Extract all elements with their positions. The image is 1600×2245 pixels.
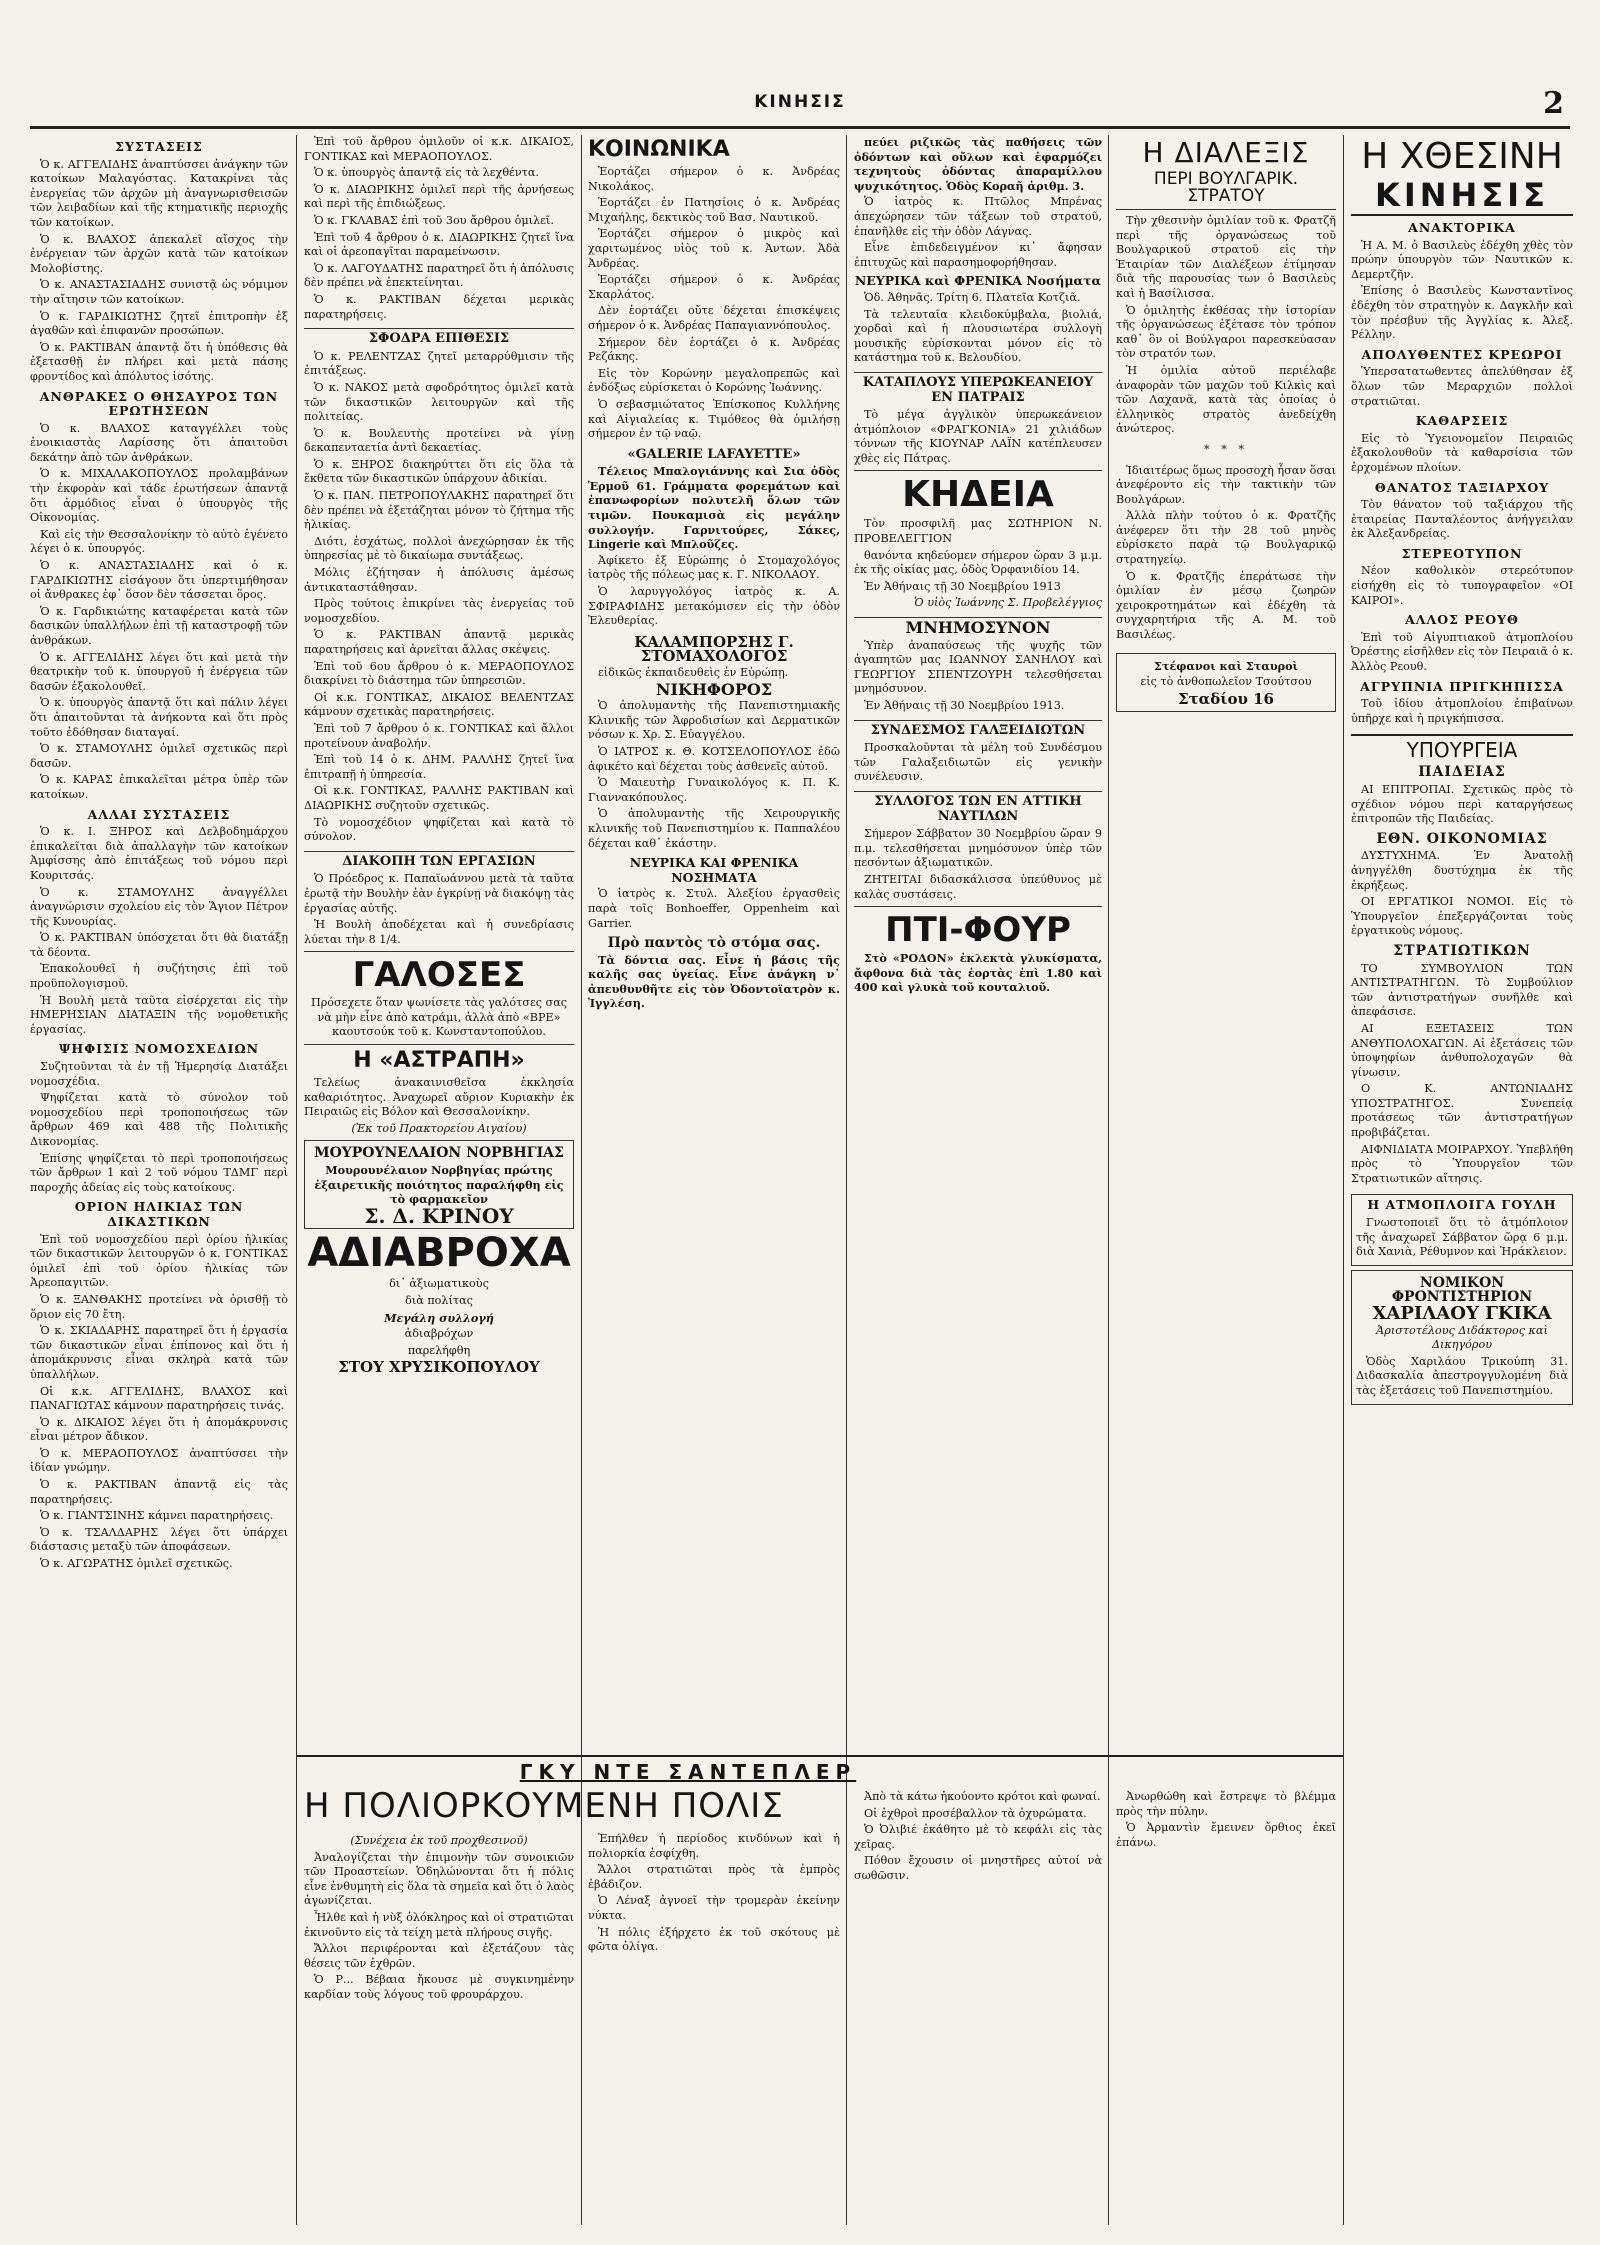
column-rule	[1108, 135, 1109, 2225]
section-heading: ΣΥΝΔΕΣΜΟΣ ΓΑΛΞΕΙΔΙΩΤΩΝ	[854, 720, 1102, 739]
section-heading: ΚΑΤΑΠΛΟΥΣ ΥΠΕΡΩΚΕΑΝΕΙΟΥ ΕΝ ΠΑΤΡΑΙΣ	[854, 372, 1102, 405]
paragraph: Ἡ ὁμιλία αὐτοῦ περιέλαβε ἀναφορὰν τῶν μαχῶν τοῦ Κιλκὶς καὶ τῶν Λαχανᾶ, κατὰ τὰς ὁποίας ὁ ἑλληνικὸς στρατὸς ἀνεδείχθη ἀνώτερος.	[1116, 363, 1336, 436]
novel-column-1	[304, 1832, 574, 2217]
ad-line: ἀδιαβρόχων	[404, 1327, 474, 1341]
ad-text: Ὁδὸς Χαριλάου Τρικούπη 31. Διδασκαλία ἀπεστρογγυλομένη διὰ τὰς ἐξετάσεις τοῦ Πανεπιστημίου.	[1356, 1354, 1568, 1397]
paragraph: Ὁ κ. ΛΑΓΟΥΔΑΤΗΣ παρατηρεῖ ὅτι ἡ ἀπόλυσις δὲν πρέπει νὰ ἐπεκτείνηται.	[304, 261, 574, 290]
section-heading: Η ΑΤΜΟΠΛΟΙΓΑ ΓΟΥΛΗ	[1367, 1197, 1557, 1213]
column-rule	[1343, 135, 1344, 2225]
ad-line: εἰς τὸ ἀνθοπωλεῖον Τσούτσου	[1140, 675, 1312, 689]
paragraph: Ὁ κ. ΡΕΛΕΝΤΖΑΣ ζητεῖ μεταρρύθμισιν τῆς ἐπιτάξεως.	[304, 349, 574, 378]
ad-title: ΝΕΥΡΙΚΑ ΚΑΙ ΦΡΕΝΙΚΑ ΝΟΣΗΜΑΤΑ	[629, 855, 799, 885]
section-heading: ΣΦΟΔΡΑ ΕΠΙΘΕΣΙΣ	[304, 328, 574, 347]
paragraph: Ἀναλογίζεται τὴν ἐπιμονὴν τῶν συνοικιῶν τῶν Προαστείων. Ὁδηλώνονται ὅτι ἡ πόλις εἶνε ἐνθυμητὴ εἰς ὅλα τὰ σημεῖα καὶ ὅτι ὁ λαὸς ἀγωνίζεται.	[304, 1850, 574, 1908]
ad-text: Ὁ ἀπολυμαντὴς τῆς Πανεπιστημιακῆς Κλινικῆς τῶν Ἀφροδισίων καὶ Δερματικῶν νόσων κ. Χρ. Σ. Εὐαγγέλου.	[588, 699, 840, 742]
paragraph: Ὁ κ. ΑΓΓΕΛΙΔΗΣ λέγει ὅτι καὶ μετὰ τὴν θεατρικὴν τοῦ κ. ὑπουργοῦ ἡ ἐνέργεια τῶν δασῶν ἐξακολουθεῖ.	[30, 650, 288, 693]
section-heading: ΠΑΙΔΕΙΑΣ	[1418, 764, 1506, 781]
column-1	[30, 135, 288, 2215]
paragraph: Ὑπερσατατωθεντες ἀπελύθησαν ἐξ ὅλων τῶν Μεραρχιῶν πολλοὶ στρατιῶται.	[1351, 365, 1573, 408]
ad-title: «GALERIE LAFAYETTE»	[627, 446, 801, 462]
column-rule	[581, 135, 582, 2225]
ad-text: Τελείως ἀνακαινισθεῖσα ἐκκλησία καθαριότητος. Ἀναχωρεῖ αὔριον Κυριακὴν ἐκ Πειραιῶς εἰς Βόλον καὶ Θεσσαλονίκην.	[304, 1076, 574, 1119]
paragraph: Ὁ Ὀλιβιέ ἐκάθητο μὲ τὸ κεφάλι εἰς τὰς χεῖρας.	[854, 1823, 1102, 1851]
obituary-title: ΚΗΔΕΙΑ	[854, 470, 1102, 513]
article-subtitle: ΚΙΝΗΣΙΣ	[1351, 179, 1573, 216]
paragraph: Ὁ κ. ΒΛΑΧΟΣ ἀπεκαλεῖ αἴσχος τὴν ἐνέργειαν τῶν ἀρχῶν κατὰ τῶν κατοίκων Μολοβίστης.	[30, 232, 288, 275]
paragraph: Ἀπὸ τὰ κάτω ἠκούοντο κρότοι καὶ φωναί.	[864, 1790, 1101, 1803]
novel-title: Η ΠΟΛΙΟΡΚΟΥΜΕΝΗ ΠΟΛΙΣ	[304, 1786, 784, 1826]
section-heading: ΣΤΕΡΕΟΤΥΠΟΝ	[1401, 545, 1523, 561]
section-heading: ΜΝΗΜΟΣΥΝΟΝ	[854, 617, 1102, 636]
ad-title: ΑΔΙΑΒΡΟΧΑ	[307, 1230, 571, 1277]
section-heading: ΣΤΡΑΤΙΩΤΙΚΩΝ	[1393, 942, 1531, 959]
novel-note: (Συνέχεια ἐκ τοῦ προχθεσινοῦ)	[350, 1834, 528, 1847]
column-3	[588, 135, 840, 1750]
paragraph: Συζητοῦνται τὰ ἐν τῇ Ἡμερησίᾳ Διατάξει νομοσχέδια.	[30, 1060, 288, 1088]
paragraph: Ὁ κ. ΤΣΑΛΔΑΡΗΣ λέγει ὅτι ὑπάρχει διάστασις μεταξὺ τῶν ἀποφάσεων.	[30, 1525, 288, 1554]
paragraph: Ἡ πόλις ἐξήρχετο ἐκ τοῦ σκότους μὲ φῶτα ὀλίγα.	[588, 1925, 840, 1954]
ad-title: ΠΤΙ-ΦΟΥΡ	[854, 906, 1102, 947]
newspaper-page	[8, 0, 1592, 2245]
paragraph: Ἀλλὰ πλὴν τούτου ὁ κ. Φρατζῆς ἀνέφερεν ὅτι τὴν 28 τοῦ μηνὸς εὑρίσκετο παρὰ τῷ Βουλγαρικῷ στρατηγείῳ.	[1116, 509, 1336, 567]
paragraph: Δὲν ἑορτάζει οὔτε δέχεται ἐπισκέψεις σήμερον ὁ κ. Ἀνδρέας Παπαγιαννόπουλος.	[588, 304, 840, 332]
section-heading: ΟΡΙΟΝ ΗΛΙΚΙΑΣ ΤΩΝ ΔΙΚΑΣΤΙΚΩΝ	[74, 1199, 244, 1229]
paragraph: ΑΙ ΕΠΙΤΡΟΠΑΙ. Σχετικῶς πρὸς τὸ σχέδιον νόμου περὶ καταργήσεως ἐπιτροπῶν τῆς Παιδείας.	[1351, 783, 1573, 826]
paragraph: Τὸν θάνατον τοῦ ταξιάρχου τῆς ἑταιρείας Πανταλέοντος ἀνήγγειλαν ἐκ Ἀλεξανδρείας.	[1351, 498, 1573, 541]
paragraph: Ἄλλοι περιφέρονται καὶ ἐξετάζουν τὰς θέσεις τῶν ἐχθρῶν.	[304, 1942, 574, 1970]
article-title: Η ΔΙΑΛΕΞΙΣ	[1142, 136, 1310, 169]
paragraph: Ἦλθε καὶ ἡ νὺξ ὁλόκληρος καὶ οἱ στρατιῶται ἐκινοῦντο εἰς τὰ τείχη μετὰ πλήρους σιγῆς.	[304, 1910, 574, 1939]
paragraph: Ὁ κ. ΠΑΝ. ΠΕΤΡΟΠΟΥΛΑΚΗΣ παρατηρεῖ ὅτι δὲν πρέπει νὰ ἐξετάζηται μόνον τὸ ζήτημα τῆς ἡλικίας.	[304, 489, 574, 532]
paragraph: Ὁ κ. ΣΚΙΑΔΑΡΗΣ παρατηρεῖ ὅτι ἡ ἐργασία τῶν δικαστικῶν εἶναι ἐπίπονος καὶ ὅτι ἡ ἀπομάκρυνσις εἶναι σκληρὰ κατὰ τῶν ὑπαλλήλων.	[30, 1324, 288, 1381]
ad-text: Πρόσεχετε ὅταν ψωνίσετε τὰς γαλότσες σας νὰ μὴν εἶνε ἀπὸ κατράμι, ἀλλὰ ἀπὸ «ΒΡΕ» καουτσούκ τοῦ κ. Κωνσταντοπούλου.	[310, 996, 568, 1039]
paragraph: Ὁ ἰατρὸς κ. Πτῶλος Μπρένας ἀπεχώρησεν τῶν τάξεων τοῦ στρατοῦ, ἐπανῆλθε εἰς τὴν ὁδὸν Λάγνας.	[854, 195, 1102, 238]
paragraph: Ὁ κ. ΓΙΑΝΤΣΙΝΗΣ κάμνει παρατηρήσεις.	[40, 1509, 274, 1523]
ad-sub: Ἀριστοτέλους Διδάκτορος καὶ Δικηγόρου	[1376, 1323, 1548, 1352]
paragraph: Ἐπὶ τοῦ ἄρθρου ὁμιλοῦν οἱ κ.κ. ΔΙΚΑΙΟΣ, ΓΟΝΤΙΚΑΣ καὶ ΜΕΡΑΟΠΟΥΛΟΣ.	[304, 135, 574, 163]
ad-text: Τέλειος Μπαλογιάννης καὶ Σια ὁδὸς Ἑρμοῦ 61. Γράμματα φορεμάτων καὶ ἐπανωφορίων πολυτελῆ ὅλων τῶν τιμῶν. Πουκαμισὰ εἰς μεγάλην συλλογήν. Γαρνιτούρες, Σάκες, Lingerie καὶ Μπλοῦζες.	[588, 464, 840, 552]
paragraph: Ὁ κ. ΝΑΚΟΣ μετὰ σφοδρότητος ὁμιλεῖ κατὰ τῶν δικαστικῶν λειτουργῶν καὶ τῆς πολιτείας.	[304, 380, 574, 424]
paragraph: Ἐπὶ τοῦ 14 ὁ κ. ΔΗΜ. ΡΑΛΛΗΣ ζητεῖ ἵνα ἐπιτραπῇ ἡ ὑπηρεσία.	[304, 753, 574, 781]
paragraph: Πρὸς τούτοις ἐπικρίνει τὰς ἐνεργείας τοῦ νομοσχεδίου.	[304, 597, 574, 625]
paragraph: Ἑορτάζει σήμερον ὁ μικρὸς καὶ χαριτωμένος υἱὸς τοῦ κ. Ἀντων. Ἀδὰ Ἀνδρέας.	[588, 227, 840, 270]
section-heading: ΚΟΙΝΩΝΙΚΑ	[588, 137, 730, 162]
paragraph: Ὁ Ρ... Βέβαια ἤκουσε μὲ συγκινημένην καρδίαν τοὺς λόγους τοῦ φρουράρχου.	[304, 1973, 574, 2001]
paragraph: Ἐν Ἀθήναις τῇ 30 Νοεμβρίου 1913.	[864, 699, 1065, 712]
ad-text: Τὰ δόντια σας. Εἶνε ἡ βάσις τῆς καλῆς σας ὑγείας. Εἶνε ἀνάγκη ν᾽ ἀπευθυνθῆτε εἰς τὸν Ὀδοντοϊατρὸν κ. Ἰγγλέση.	[588, 952, 840, 1011]
ad-title: ΝΟΜΙΚΟΝ ΦΡΟΝΤΙΣΤΗΡΙΟΝ	[1391, 1274, 1533, 1306]
paragraph: Οἱ κ.κ. ΑΓΓΕΛΙΔΗΣ, ΒΛΑΧΟΣ καὶ ΠΑΝΑΓΙΩΤΑΣ κάμνουν παρατηρήσεις τινάς.	[30, 1384, 288, 1413]
section-heading: ΨΗΦΙΣΙΣ ΝΟΜΟΣΧΕΔΙΩΝ	[58, 1041, 260, 1057]
paragraph: Εἶνε ἐπιδεδειγμένον κι᾽ ἄφησαν ἐπιτυχῶς καὶ παρασημοφορήθησαν.	[854, 241, 1102, 269]
paragraph: ΑΙΦΝΙΔΙΑΤΑ ΜΟΙΡΑΡΧΟΥ. Ὑπεβλήθη πρὸς τὸ Ὑπουργεῖον τῶν Στρατιωτικῶν αἴτησις.	[1351, 1142, 1573, 1185]
paragraph: Ὁ κ. ΡΑΚΤΙΒΑΝ ἀπαντᾷ ὅτι ἡ ὑπόθεσις θὰ ἐξετασθῇ ἐν πλήρει καὶ μετὰ πάσης φροντίδος καὶ ἀπόλυτος ἰσότης.	[30, 340, 288, 383]
page-number: 2	[1543, 86, 1564, 121]
paragraph: Ὁ κ. ὑπουργὸς ἀπαντᾷ ὅτι καὶ πάλιν λέγει ὅτι ἀπαιτοῦνται τὰ ἀνήκοντα καὶ ὅτι πρὸς τοῦτο ἐδόθησαν διαταγαί.	[30, 696, 288, 739]
paragraph: Γνωστοποιεῖ ὅτι τὸ ἀτμόπλοιον τῆς ἀναχωρεῖ Σάββατον ὥρᾳ 6 μ.μ. διὰ Χανιὰ, Ρέθυμνον καὶ Ἡράκλειον.	[1356, 1216, 1568, 1259]
paragraph: Ὁ ὁμιλητὴς ἐκθέσας τὴν ἱστορίαν τῆς ὀργανώσεως ἐξέτασε τὸν τρόπον καθ᾽ ὃν οἱ Βούλγαροι παρεσκεύασαν τὸν στρατόν των.	[1116, 303, 1336, 361]
ad-line: Στέφανοι καὶ Σταυροὶ	[1154, 658, 1298, 673]
novel-column-2	[588, 1832, 840, 2217]
section-heading: ΑΛΛΑΙ ΣΥΣΤΑΣΕΙΣ	[87, 806, 231, 822]
section-heading: ΕΘΝ. ΟΙΚΟΝΟΜΙΑΣ	[1376, 830, 1548, 847]
paragraph: Ἀνωρθώθη καὶ ἔστρεψε τὸ βλέμμα πρὸς τὴν πύλην.	[1116, 1790, 1336, 1818]
ad-title: Η «ΑΣΤΡΑΠΗ»	[304, 1044, 574, 1072]
paragraph: Ἐπὶ τοῦ 7 ἄρθρου ὁ κ. ΓΟΝΤΙΚΑΣ καὶ ἄλλοι προτείνουν ἀναβολήν.	[304, 721, 574, 750]
ad-box	[1351, 1270, 1573, 1405]
paragraph: Ὁ κ. ΡΑΚΤΙΒΑΝ ὑπόσχεται ὅτι θὰ διατάξῃ τὰ δέοντα.	[30, 931, 288, 959]
paragraph: Ὁ κ. ΒΛΑΧΟΣ καταγγέλλει τοὺς ἐνοικιαστὰς Λαρίσσης ὅτι ἀπαιτοῦσι δεκάτην ἀπὸ τῶν ἀνθράκων.	[30, 421, 288, 464]
paragraph: Τὴν χθεσινὴν ὁμιλίαν τοῦ κ. Φρατζῆ περὶ τῆς ὀργανώσεως τοῦ Βουλγαρικοῦ στρατοῦ εἰς τὴν Ἑταιρίαν τῶν Διαλέξεων ἐτίμησαν διὰ τῆς παρουσίας των ὁ Βασιλεὺς καὶ ἡ Βασίλισσα.	[1116, 214, 1336, 300]
paragraph: Ἐπὶ τοῦ 4 ἄρθρου ὁ κ. ΔΙΑΩΡΙΚΗΣ ζητεῖ ἵνα καὶ οἱ ἀρεοπαγῖται παραμείνωσιν.	[304, 230, 574, 259]
ad-line: δι᾽ ἀξιωματικοὺς	[389, 1277, 489, 1291]
paragraph: Ὁ κ. ΞΗΡΟΣ διακηρύττει ὅτι εἰς ὅλα τὰ ἔκθετα τῶν δικαστικῶν ὑπάρχουν ἀδικίαι.	[304, 457, 574, 486]
paragraph: Πόθον ἔχουσιν οἱ μνηστῆρες αὐτοί νὰ σωθῶσιν.	[854, 1854, 1102, 1882]
ad-box	[1116, 653, 1336, 713]
paragraph: Ὁ κ. Γαρδικιώτης καταφέρεται κατὰ τῶν δασικῶν ὑπαλλήλων ἐπὶ τῇ καταστροφῇ τῶν ἀνθράκων.	[30, 604, 288, 647]
ad-text: Ὁδ. Ἀθηνᾶς. Τρίτη 6. Πλατεῖα Κοτζιᾶ.	[864, 290, 1081, 304]
paragraph: Ἐπὶ τοῦ νομοσχεδίου περὶ ὁρίου ἡλικίας τῶν δικαστικῶν λειτουργῶν ὁ κ. ΓΟΝΤΙΚΑΣ ὁμιλεῖ ἐπὶ τοῦ ὁρίου ἡλικίας τῶν Ἀρεοπαγιτῶν.	[30, 1232, 288, 1290]
section-heading: ΑΠΟΛΥΘΕΝΤΕΣ ΚΡΕΩΡΟΙ	[1361, 346, 1563, 362]
ad-title: Πρὸ παντὸς τὸ στόμα σας.	[607, 935, 821, 952]
paragraph: Οἱ κ.κ. ΓΟΝΤΙΚΑΣ, ΡΑΛΛΗΣ ΡΑΚΤΙΒΑΝ καὶ ΔΙΑΩΡΙΚΗΣ συζητοῦν σχετικῶς.	[304, 784, 574, 812]
paragraph: Ὁ κ. ΓΑΡΔΙΚΙΩΤΗΣ ζητεῖ ἐπιτροπὴν ἐξ ἀγαθῶν καὶ ἐπιφανῶν προσώπων.	[30, 309, 288, 338]
paragraph: Τὸ νομοσχέδιον ψηφίζεται καὶ κατὰ τὸ σύνολον.	[304, 815, 574, 844]
section-heading: ΣΥΣΤΑΣΕΙΣ	[115, 139, 203, 154]
paragraph: Ὁ σεβασμιώτατος Ἐπίσκοπος Κυλλήνης καὶ Αἰγιαλείας κ. Τιμόθεος θὰ ὁμιλήσῃ σήμερον ἐν τῷ ναῷ.	[588, 397, 840, 441]
ad-note: (Ἐκ τοῦ Πρακτορείου Αιγαίου)	[351, 1121, 527, 1135]
paragraph: Ἐπίσης ψηφίζεται τὸ περὶ τροποποιήσεως τῶν ἄρθρων 1 καὶ 2 τοῦ νόμου ΤΔΜΓ περὶ παροχῆς ἀδείας εἰς τοὺς κατοίκους.	[30, 1151, 288, 1194]
paragraph: Ἡ Βουλὴ μετὰ ταῦτα εἰσέρχεται εἰς τὴν ΗΜΕΡΗΣΙΑΝ ΔΙΑΤΑΞΙΝ τῆς νομοθετικῆς ἐργασίας.	[30, 993, 288, 1036]
signature: Ὁ υἱὸς Ἰωάννης Σ. Προβελέγγιος	[914, 596, 1102, 610]
column-4	[854, 135, 1102, 1750]
paragraph: Ὑπὲρ ἀναπαύσεως τῆς ψυχῆς τῶν ἀγαπητῶν μας ΙΩΑΝΝΟΥ ΣΑΝΗΛΟΥ καὶ ΓΕΩΡΓΙΟΥ ΣΠΕΝΤΖΟΥΡΗ τελεσθήσεται μνημόσυνον.	[854, 638, 1102, 696]
paragraph: θανόντα κηδεύομεν σήμερον ὥραν 3 μ.μ. ἐκ τῆς οἰκίας μας, ὁδὸς Ὀρφανιδίου 14.	[854, 548, 1102, 577]
paragraph: Τοῦ ἰδίου ἀτμοπλοίου ἐπιβαίνων ὑπῆρχε καὶ ἡ πριγκήπισσα.	[1351, 697, 1573, 725]
novel-column-4	[1116, 1790, 1336, 2217]
ad-line: Σταδίου 16	[1177, 689, 1274, 708]
paragraph: Ὁ κ. ΡΑΚΤΙΒΑΝ ἀπαντᾷ εἰς τὰς παρατηρήσεις.	[30, 1478, 288, 1506]
column-rule	[846, 135, 847, 2225]
paragraph: Ὁ κ. ΑΓΓΕΛΙΔΗΣ ἀναπτύσσει ἀνάγκην τῶν κατοίκων Μαλαγόστας. Κατακρίνει τὰς ἐνεργείας τῶν ἀρχῶν μὴ ἀναγνωρισθεισῶν τῶν λειβαδίων καὶ τῆς κτηματικῆς περιοχῆς τῶν κατοίκων.	[30, 157, 288, 229]
paragraph: Ἀφίκετο ἐξ Εὐρώπης ὁ Στομαχολόγος ἰατρὸς τῆς πόλεως μας κ. Γ. ΝΙΚΟΛΑΟΥ.	[588, 553, 840, 582]
section-heading: ΑΝΘΡΑΚΕΣ Ο ΘΗΣΑΥΡΟΣ ΤΩΝ ΕΡΩΤΗΣΕΩΝ	[39, 388, 279, 419]
paragraph: Ὁ ΙΑΤΡΟΣ κ. Θ. ΚΟΤΣΕΛΟΠΟΥΛΟΣ ἐδῶ ἀφικέτο καὶ δέχεται τοὺς ἀσθενεῖς αὐτοῦ.	[588, 744, 840, 773]
paragraph: Ὁ κ. ΓΚΛΑΒΑΣ ἐπὶ τοῦ 3ου ἄρθρου ὁμιλεῖ.	[314, 213, 554, 227]
paragraph: Τὸν προσφιλῆ μας ΣΩΤΗΡΙΟΝ Ν. ΠΡΟΒΕΛΕΓΓΙΟΝ	[854, 517, 1102, 546]
paragraph: Μόλις ἐζήτησαν ἡ ἀπόλυσις ἀμέσως ἀντικαταστάθησαν.	[304, 566, 574, 594]
section-heading: ΑΓΡΥΠΝΙΑ ΠΡΙΓΚΗΠΙΣΣΑ	[1360, 678, 1564, 694]
paragraph: Τὸ μέγα ἀγγλικὸν ὑπερωκεάνειον ἀτμόπλοιον «ΦΡΑΓΚΟΝΙΑ» 21 χιλιάδων τόννων τῆς ΚΙΟΥΝΑΡ ΛΑΪΝ κατέπλευσεν χθὲς εἰς Πάτρας.	[854, 408, 1102, 465]
section-heading: ΚΑΘΑΡΣΕΙΣ	[1415, 413, 1509, 429]
paragraph: Ἡ Α. Μ. ὁ Βασιλεὺς ἐδέχθη χθὲς τὸν πρώην ὑπουργὸν τῶν Ναυτικῶν κ. Δεμερτζῆν.	[1351, 238, 1573, 281]
ad-title: ΝΙΚΗΦΟΡΟΣ	[655, 679, 773, 699]
paragraph: Ὁ λαρυγγολόγος ἰατρὸς κ. Α. ΣΦΙΡΑΦΙΔΗΣ μετακόμισεν εἰς τὴν ὁδὸν Ἐλευθερίας.	[588, 585, 840, 628]
paragraph: Ὁ κ. ΑΓΩΡΑΤΗΣ ὁμιλεῖ σχετικῶς.	[40, 1557, 233, 1571]
column-6	[1351, 135, 1573, 2215]
section-heading: ΑΝΑΚΤΟΡΙΚΑ	[1408, 220, 1516, 235]
paragraph: Ἐπίσης ὁ Βασιλεὺς Κωνσταντῖνος ἐδέχθη τὸν στρατηγὸν κ. Δαγκλῆν καὶ τὸν πρέσβυν τῆς Ἀγγλίας κ. Ἀλεξ. Ρέλλην.	[1351, 284, 1573, 342]
paragraph: Νέον καθολικὸν στερεότυπον εἰσήχθη εἰς τὸ τυπογραφεῖον «ΟΙ ΚΑΙΡΟΙ».	[1351, 564, 1573, 607]
paragraph: Ὁ κ. ΣΤΑΜΟΥΛΗΣ ἀναγγέλλει ἀναγνώρισιν σχολείου εἰς τὸν Ἅγιον Πέτρον τῆς Κυνουρίας.	[30, 885, 288, 928]
paragraph: Ἐν Ἀθήναις τῇ 30 Νοεμβρίου 1913	[864, 579, 1061, 593]
paragraph: Σήμερον δὲν ἑορτάζει ὁ κ. Ἀνδρέας Ρεζάκης.	[588, 335, 840, 364]
paragraph: Ἐπακολουθεῖ ἡ συζήτησις ἐπὶ τοῦ προϋπολογισμοῦ.	[30, 962, 288, 991]
paragraph: Ἐπὶ τοῦ Αἰγυπτιακοῦ ἀτμοπλοίου Ὀρέστης εἰσῆλθεν εἰς τὸν Πειραιᾶ ὁ κ. Ἀλλὸς Ρεουθ.	[1351, 630, 1573, 674]
notice-box	[1351, 1194, 1573, 1265]
paragraph: ΤΟ ΣΥΜΒΟΥΛΙΟΝ ΤΩΝ ΑΝΤΙΣΤΡΑΤΗΓΩΝ. Τὸ Συμβούλιον τῶν ἀντιστρατήγων συνῆλθε καὶ ἀπεφάσισε.	[1351, 961, 1573, 1019]
paragraph: ΟΙ ΕΡΓΑΤΙΚΟΙ ΝΟΜΟΙ. Εἰς τὸ Ὑπουργεῖον ἐπεξεργάζονται τοὺς ἐργατικοὺς νόμους.	[1351, 895, 1573, 938]
ad-title: ΜΟΥΡΟΥΝΕΛΑΙΟΝ ΝΟΡΒΗΓΙΑΣ	[314, 1145, 564, 1162]
column-2	[304, 135, 574, 1750]
section-heading: ΣΥΛΛΟΓΟΣ ΤΩΝ ΕΝ ΑΤΤΙΚΗ ΝΑΥΤΙΛΩΝ	[854, 791, 1102, 824]
paragraph: Ὁ κ. Φρατζῆς ἐπεράτωσε τὴν ὁμιλίαν ἐν μέσῳ ζωηρῶν χειροκροτημάτων καὶ ἐδέχθη τὰ συγχαρητήρια τῆς Α. Μ. τοῦ Βασιλέως.	[1116, 569, 1336, 642]
article-subtitle: ΠΕΡΙ ΒΟΥΛΓΑΡΙΚ. ΣΤΡΑΤΟΥ	[1116, 171, 1336, 210]
paragraph: Ὁ κ. Βουλευτὴς προτείνει νὰ γίνῃ δεκαπενταετία ἀντὶ δεκαετίας.	[304, 426, 574, 455]
paragraph: ΔΥΣΤΥΧΗΜΑ. Ἐν Ἀνατολῇ ἀνηγγέλθη δυστύχημα ἐκ τῆς ἐκρήξεως.	[1351, 849, 1573, 892]
ad-text: Στὸ «ΡΟΔΟΝ» ἐκλεκτὰ γλυκίσματα, ἄφθονα διὰ τὰς ἑορτὰς ἐπὶ 1.80 καὶ 400 καὶ γλυκὰ τοῦ κουταλιοῦ.	[854, 951, 1102, 995]
paragraph: Ψηφίζεται κατὰ τὸ σύνολον τοῦ νομοσχεδίου περὶ τροποποιήσεως τῶν ἄρθρων 469 καὶ 488 τῆς Πολιτικῆς Δικονομίας.	[30, 1091, 288, 1148]
ad-title: ΓΑΛΟΣΕΣ	[304, 951, 574, 992]
paragraph: Διότι, ἐσχάτως, πολλοὶ ἀνεχώρησαν ἐκ τῆς ὑπηρεσίας μὲ τὸ δικαίωμα συντάξεως.	[304, 534, 574, 563]
paragraph: Ἐπὶ τοῦ 6ου ἄρθρου ὁ κ. ΜΕΡΑΟΠΟΥΛΟΣ διακρίνει τὸ διάστημα τῶν ὑπηρεσιῶν.	[304, 659, 574, 688]
paragraph: Ὁ κ. ΔΙΚΑΙΟΣ λέγει ὅτι ἡ ἀπομάκρυνσις εἶναι μέτρον ἄδικον.	[30, 1415, 288, 1444]
paragraph: Ἰδιαιτέρως ὅμως προσοχὴ ἦσαν ὅσαι ἀνεφέροντο εἰς τὴν τακτικὴν τῶν Βουλγάρων.	[1116, 463, 1336, 506]
paragraph: Εἰς τὸν Κορώνην μεγαλοπρεπῶς καὶ ἐνδόξως εὑρίσκεται ὁ Κορώνης Ἰωάννης.	[588, 366, 840, 395]
separator-stars: * * *	[1204, 442, 1248, 456]
paragraph: Ὁ κ. ΜΙΧΑΛΑΚΟΠΟΥΛΟΣ προλαμβάνων τὴν ἐκφορὰν καὶ τάδε ἐρωτήσεων ἀπαντᾷ ὅτι ἀρμόδιος εἶναι ὁ ὑπουργὸς τῆς Οἰκονομίας.	[30, 467, 288, 525]
ad-line: ΣΤΟΥ ΧΡΥΣΙΚΟΠΟΥΛΟΥ	[338, 1358, 540, 1377]
paragraph: Ἑορτάζει σήμερον ὁ κ. Ἀνδρέας Νικολάκος.	[588, 165, 840, 193]
paragraph: Ἑορτάζει ἐν Πατησίοις ὁ κ. Ἀνδρέας Μιχαήλης, δεκτικὸς τοῦ Βασ. Ναυτικοῦ.	[588, 196, 840, 224]
paragraph: Ὁ κ. ΡΑΚΤΙΒΑΝ ἀπαντᾷ μερικὰς παρατηρήσεις καὶ ἀρνεῖται ἄλλας σκέψεις.	[304, 628, 574, 656]
paragraph: Ὁ κ. ΞΑΝΘΑΚΗΣ προτείνει νὰ ὁρισθῇ τὸ ὅριον εἰς 70 ἔτη.	[30, 1292, 288, 1321]
ad-line: διὰ πολίτας	[405, 1294, 473, 1307]
ad-text: Μουρουνέλαιον Νορβηγίας πρώτης ἐξαιρετικῆς ποιότητος παραλήφθη εἰς τὸ φαρμακεῖον	[314, 1163, 564, 1207]
paragraph: Τὰ τελευταῖα κλειδοκύμβαλα, βιολιά, χορδαὶ καὶ ἡ πλουσιωτέρα συλλογὴ μουσικῆς εὑρίσκονται μόνον εἰς τὸ κατάστημα τοῦ κ. Βελουδίου.	[854, 307, 1102, 365]
article-title: Η ΧΘΕΣΙΝΗ	[1361, 136, 1563, 177]
section-heading: ΑΛΛΟΣ ΡΕΟΥΘ	[1405, 612, 1519, 628]
paragraph: Ὁ κ. Ι. ΞΗΡΟΣ καὶ Δελβοδημάρχου ἐπικαλεῖται διὰ ἀπαλλαγὴν τῶν κατοίκων Ἀμφίσσης ἀπὸ ἐπιτάξεως τοῦ νόμου περὶ Κουριτσάς.	[30, 825, 288, 882]
paragraph: Ὁ κ. ΚΑΡΑΣ ἐπικαλεῖται μέτρα ὑπὲρ τῶν κατοίκων.	[30, 773, 288, 801]
novel-author: ΓΚΥ ΝΤΕ ΣΑΝΤΕΠΛΕΡ	[519, 1760, 857, 1784]
ad-name: ΧΑΡΙΛΑΟΥ ΓΚΙΚΑ	[1372, 1303, 1552, 1324]
paragraph: Ὁ Πρόεδρος κ. Παπαϊωάννου μετὰ τὰ ταῦτα ἐρωτᾷ τὴν Βουλὴν ἐὰν ἐγκρίνῃ νὰ διακόψῃ τὰς ἐργασίας αὐτῆς.	[304, 872, 574, 915]
ad-line: παρελήφθη	[407, 1343, 471, 1357]
paragraph: Ἡ Βουλὴ ἀποδέχεται καὶ ἡ συνεδρίασις λύεται τὴν 8 1/4.	[304, 918, 574, 946]
ad-title: ΝΕΥΡΙΚΑ καὶ ΦΡΕΝΙΚΑ Νοσήματα	[854, 273, 1102, 289]
ad-name: Σ. Δ. ΚΡΙΝΟΥ	[364, 1203, 514, 1228]
paragraph: Ὁ κ. ΣΤΑΜΟΥΛΗΣ ὁμιλεῖ σχετικῶς περὶ δασῶν.	[30, 742, 288, 770]
paragraph: Ἐπήλθεν ἡ περίοδος κινδύνων καὶ ἡ πολιορκία ἐσφίχθη.	[588, 1832, 840, 1860]
paragraph: Ὁ κ. ΡΑΚΤΙΒΑΝ δέχεται μερικὰς παρατηρήσεις.	[304, 292, 574, 321]
paragraph: Ὁ κ. ΑΝΑΣΤΑΣΙΑΔΗΣ καὶ ὁ κ. ΓΑΡΔΙΚΙΩΤΗΣ εἰσάγουν ὅτι ὑπερτιμήθησαν οἱ ἄνθρακες ἐφ᾽ ὅσον δὲν τάσσεται ὅρος.	[30, 559, 288, 602]
novel-column-3	[854, 1790, 1102, 2217]
paragraph: Ὁ κ. ὑπουργὸς ἀπαντᾷ εἰς τὰ λεχθέντα.	[314, 166, 539, 180]
divider	[297, 1755, 1343, 1757]
ad-title: ΚΑΛΑΜΠΟΡΣΗΣ Γ. ΣΤΟΜΑΧΟΛΟΓΟΣ	[634, 632, 794, 666]
section-heading: ΘΑΝΑΤΟΣ ΤΑΞΙΑΡΧΟΥ	[1374, 479, 1550, 495]
paragraph: Ὁ Λέναξ ἀγνοεῖ τὴν τρομερὰν ἐκείνην νύκτα.	[588, 1894, 840, 1922]
ad-text: Ὁ ἰατρὸς κ. Στυλ. Ἀλεξίου ἐργασθεὶς παρὰ τοῖς Bonhoeffer, Oppenheim καὶ Garrier.	[588, 887, 840, 930]
paragraph: Ὁ Ἀρμαντὶν ἔμεινεν ὄρθιος ἐκεῖ ἐπάνω.	[1116, 1821, 1336, 1849]
paragraph: Ὁ Μαιευτὴρ Γυναικολόγος κ. Π. Κ. Γιαννακόπουλος.	[588, 776, 840, 804]
ad-text: εἰδικῶς ἐκπαιδευθεὶς ἐν Εὐρώπῃ.	[598, 666, 789, 679]
ad-line: Μεγάλη συλλογή	[384, 1310, 494, 1325]
paragraph: Ο Κ. ΑΝΤΩΝΙΑΔΗΣ ΥΠΟΣΤΡΑΤΗΓΟΣ. Συνεπείᾳ προτάσεως τῶν ἀντιστρατήγων προβιβάζεται.	[1351, 1082, 1573, 1140]
paragraph: πεύει ριζικῶς τὰς παθήσεις τῶν ὀδόντων καὶ οὔλων καὶ ἐφαρμόζει τεχνητοὺς ὀδόντας ἀπαραμίλλου ψυχικότητος. Ὁδὸς Κοραῆ ἀριθμ. 3.	[854, 135, 1102, 193]
section-heading: ΥΠΟΥΡΓΕΙΑ	[1351, 734, 1573, 760]
masthead	[30, 86, 1570, 129]
section-heading: ΔΙΑΚΟΠΗ ΤΩΝ ΕΡΓΑΣΙΩΝ	[304, 851, 574, 870]
newspaper-title: ΚΙΝΗΣΙΣ	[754, 92, 846, 112]
paragraph: Ὁ ἀπολυμαντὴς τῆς Χειρουργικῆς κλινικῆς τοῦ Πανεπιστημίου κ. Παππαλέου δέχεται καθ᾽ ἑκάστην.	[588, 807, 840, 850]
paragraph: Ὁ κ. ΜΕΡΑΟΠΟΥΛΟΣ ἀναπτύσσει τὴν ἰδίαν γνώμην.	[30, 1446, 288, 1475]
ad-box	[304, 1140, 574, 1229]
paragraph: Προσκαλοῦνται τὰ μέλη τοῦ Συνδέσμου τῶν Γαλαξειδιωτῶν εἰς γενικὴν συνέλευσιν.	[854, 741, 1102, 784]
paragraph: ΖΗΤΕΙΤΑΙ διδασκάλισσα ὑπεύθυνος μὲ καλὰς συστάσεις.	[854, 872, 1102, 901]
paragraph: Ἑορτάζει σήμερον ὁ κ. Ἀνδρέας Σκαρλάτος.	[588, 273, 840, 301]
paragraph: Σήμερον Σάββατον 30 Νοεμβρίου ὥραν 9 π.μ. τελεσθήσεται μνημόσυνον ὑπὲρ τῶν πεσόντων ἀξιωματικῶν.	[854, 827, 1102, 870]
paragraph: ΑΙ ΕΞΕΤΑΣΕΙΣ ΤΩΝ ΑΝΘΥΠΟΛΟΧΑΓΩΝ. Αἱ ἐξετάσεις τῶν ὑποψηφίων ἀνθυπολοχαγῶν θὰ γίνωσιν.	[1351, 1021, 1573, 1079]
paragraph: Εἰς τὸ Ὑγειονομεῖον Πειραιῶς ἐξακολουθοῦν τὰ καθαρσίσια τῶν ἐρχομένων πλοίων.	[1351, 431, 1573, 474]
paragraph: Ὁ κ. ΑΝΑΣΤΑΣΙΑΔΗΣ συνιστᾷ ὡς νόμιμον τὴν αἴτησιν τῶν κατοίκων.	[30, 278, 288, 306]
paragraph: Ἄλλοι στρατιῶται πρὸς τὰ ἐμπρὸς ἐβάδιζον.	[588, 1863, 840, 1891]
column-rule	[296, 135, 297, 2225]
column-5	[1116, 135, 1336, 1750]
paragraph: Οἱ ἐχθροὶ προσέβαλλον τὰ ὀχυρώματα.	[864, 1806, 1087, 1820]
paragraph: Ὁ κ. ΔΙΑΩΡΙΚΗΣ ὁμιλεῖ περὶ τῆς ἀρνήσεως καὶ περὶ τῆς ἐπιδιώξεως.	[304, 182, 574, 211]
paragraph: Οἱ κ.κ. ΓΟΝΤΙΚΑΣ, ΔΙΚΑΙΟΣ ΒΕΛΕΝΤΖΑΣ κάμνουν σχετικὰς παρατηρήσεις.	[304, 690, 574, 719]
paragraph: Καὶ εἰς τὴν Θεσσαλονίκην τὸ αὐτὸ ἐγένετο λέγει ὁ κ. ὑπουργός.	[30, 527, 288, 556]
